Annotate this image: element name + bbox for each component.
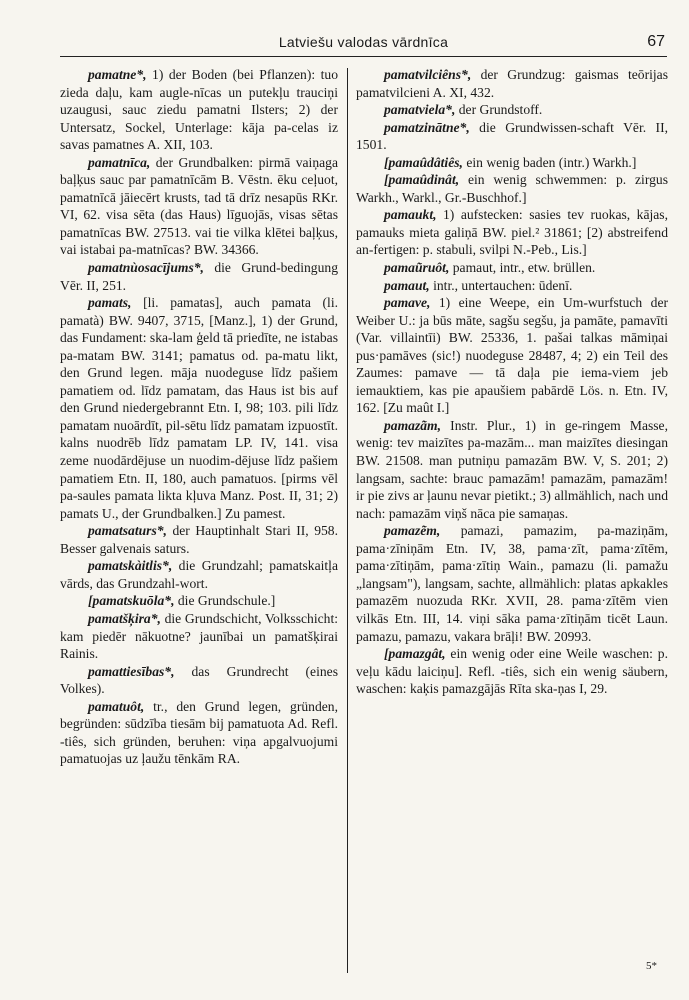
entry-definition: 1) eine Weepe, ein Um-wurfstuch der Weiber U.: ja būs māte, sagšu segšu, ja pamāte, pamavīti (Var. villaintīi) BW. 25336, 1. pašai talkas māmiņai pus·pamāves (sic!) nuodeguse 28487, 4; 2) ein Teil des Zaumes: pamave — tā daļa pie iema-viem jeb iemauktiem, kas pie apaušiem pabārdē Lös. n. Etn. IV, 162. [Zu maût I.]	[356, 295, 668, 416]
entry-definition: das Grundrecht (eines Volkes).	[60, 663, 338, 697]
entry-definition: die Grundzahl; pamatskaitļa vārds, das Grundzahl-wort.	[60, 558, 338, 591]
dictionary-entry	[356, 417, 668, 522]
entry-headword: [pamazgât,	[384, 646, 446, 662]
entry-definition: die Grund-bedingung Vēr. II, 251.	[60, 260, 338, 293]
entry-headword: pamatuôt,	[88, 698, 145, 714]
entry-definition: ein wenig oder eine Weile waschen: p. veļu kādu laiciņu]. Refl. -tiês, sich ein wenig säubern, waschen: kaķis pamazgājās Rīta ska-ņas I, 29.	[356, 646, 668, 697]
entry-headword: pamatšķira*,	[88, 610, 161, 626]
dictionary-entry	[60, 66, 338, 154]
left-column	[60, 66, 338, 976]
running-header	[60, 34, 667, 57]
dictionary-entry	[356, 66, 668, 101]
entry-headword: [pamaûdâtiês,	[384, 154, 463, 170]
entry-definition: pamaut, intr., etw. brüllen.	[449, 260, 596, 276]
column-divider	[347, 68, 348, 973]
entry-headword: pamats,	[88, 295, 132, 311]
entry-headword: [pamaûdinât,	[384, 172, 460, 188]
dictionary-entry	[60, 522, 338, 557]
dictionary-entry	[60, 294, 338, 522]
entry-definition: 1) aufstecken: sasies tev ruokas, kājas, pamauks mieta galiņā BW. piel.² 31861; [2) abstreifend an-fertigen: p. stabuli, svilpi N.-Peb., Lis.]	[356, 207, 668, 258]
entry-headword: [pamatskuōla*,	[88, 593, 175, 609]
dictionary-entry	[356, 259, 668, 277]
entry-headword: pamatzinātne*,	[384, 119, 470, 135]
right-column	[356, 66, 668, 976]
entry-definition: der Grundstoff.	[455, 102, 543, 118]
entry-definition: 1) der Boden (bei Pflanzen): tuo zieda daļu, kam augle-nīcas un putekļu trauciņi uzaugusi, sauc ziedu pamatni Ilsters; 2) der Untersatz, Sockel, Unterlage: kāja pa-celas iz savas pamatnes A. XII, 103.	[60, 67, 338, 153]
entry-definition: der Hauptinhalt Stari II, 958. Besser galvenais saturs.	[60, 523, 338, 556]
entry-definition: [li. pamatas], auch pamata (li. pamatà) BW. 9407, 3715, [Manz.], 1) der Grund, das Fundament: ska-lam ģeld tā priedīte, ne istabas pa-matam BW. 3141; pamatus od. pa-matu likt, den Grund legen. māja nuodeguse līdz pašiem pamatiem od. līdz pamatam, das Haus ist bis auf den Grund niedergebrannt Etn. I, 98; 103. pili līdz pamatam nuoārdīt, pil-sētu līdz pamatam izpuostīt. kalns nuodrēb līdz pamatam LP. IV, 141. visa zeme nuodārdējuse un nuodim-dējuse līdz pašiem pamatiem Etn. II, 180, auch pamatuos. [pirms vēl pa-saules pamata likta kļuva Manz. Post. II, 31; 2) pamats U., der Grundbalken.] Zu pamest.	[60, 295, 338, 521]
dictionary-entry	[60, 698, 338, 768]
entry-definition: die Grundwissen-schaft Vēr. II, 1501.	[356, 119, 668, 153]
entry-headword: pamatsaturs*,	[88, 523, 167, 539]
entry-headword: pamatvilciêns*,	[384, 67, 472, 82]
entry-headword: pamaukt,	[384, 207, 437, 223]
entry-definition: pamazi, pamazim, pa-maziņām, pama·zīniņām Etn. IV, 38, pama·zīt, pama·zītēm, pama·zītiņām, pama·zītiņ Wain., pamazu (li. pamažu „langsam"), langsam, sachte, allmählich: platas apkakles pamazēm nuozuda RKr. XVII, 28. pama·zītēm vien vilkās Etn. III, 14. viņi sāka pama·zītiņām ticēt Laun. pamazu, pamazu, vakara brāļi! BW. 20993.	[356, 523, 668, 644]
entry-definition: ein wenig baden (intr.) Warkh.]	[462, 154, 637, 170]
dictionary-entry	[60, 154, 338, 259]
entry-definition: intr., untertauchen: ūdenī.	[429, 277, 573, 293]
entry-definition: ein wenig schwemmen: p. zirgus Warkh., Warkl., Gr.-Buschhof.]	[356, 172, 668, 205]
dictionary-entry	[60, 259, 338, 294]
signature-mark: 5*	[646, 960, 657, 972]
dictionary-title: Latviešu valodas vārdnīca	[278, 34, 449, 50]
entry-headword: pamazãm,	[384, 417, 442, 433]
entry-headword: pamaut,	[384, 277, 430, 293]
entry-definition: der Grundzug: gaismas teōrijas pamatvilcieni A. XI, 432.	[356, 67, 668, 100]
entry-definition: die Grundschule.]	[174, 593, 276, 609]
entry-definition: Instr. Plur., 1) in ge-ringem Masse, wenig: tev maizītes pa-mazām... man maizītes diesingan BW. 21508. man putniņu pamazām BW. V, S. 201; 2) langsam, sachte: brauc pamazām! pamazām, pamazām! ir pie zivs ar ļaunu nevar pietikt.; 3) allmählich, nach und nach: pamazām viņš nāca pie samaņas.	[356, 417, 668, 521]
dictionary-entry	[356, 277, 668, 295]
entry-headword: pamazẽm,	[384, 523, 441, 539]
dictionary-entry	[60, 663, 338, 698]
entry-headword: pamatne*,	[88, 67, 147, 82]
dictionary-entry	[60, 557, 338, 592]
dictionary-entry	[356, 154, 668, 172]
entry-headword: pamatnùosacījums*,	[88, 260, 204, 276]
dictionary-entry	[356, 206, 668, 259]
entry-headword: pamattiesības*,	[88, 663, 175, 679]
entry-headword: pamatnīca,	[88, 154, 151, 170]
entry-definition: tr., den Grund legen, gründen, begründen: sūdzība tiesām bij pamatuota Ad. Refl. -tiês, sich gründen, beruhen: viņa apgalvuojumi pamatuojas uz ļaužu tēnkām RA.	[60, 698, 338, 767]
page-number: 67	[647, 33, 665, 50]
entry-headword: pamatskàitlis*,	[88, 558, 173, 574]
entry-headword: pamave,	[384, 295, 431, 311]
dictionary-entry	[356, 101, 668, 119]
dictionary-entry	[60, 592, 338, 610]
entry-definition: der Grundbalken: pirmā vaiņaga baļķus sauc par pamatnīcām B. Vēstn. ēku ceļuot, pamatnīcā jāiecērt krusts, tad tā drīz nesapūs RKr. VI, 62. visa sēta (das Haus) līguojās, visas sētas pamatnīcas BW. 27513. vai tie vilka klētei baļķus, vai istabai pa-matnīcas? BW. 34366.	[60, 154, 338, 258]
dictionary-entry	[356, 522, 668, 645]
dictionary-entry	[356, 645, 668, 698]
entry-headword: pamatviela*,	[384, 102, 456, 118]
dictionary-entry	[356, 171, 668, 206]
dictionary-entry	[356, 294, 668, 417]
entry-definition: die Grundschicht, Volksschicht: kam piedēr nākuotne? jaunībai un pamatšķirai Rainis.	[60, 610, 338, 662]
dictionary-entry	[60, 610, 338, 663]
dictionary-entry	[356, 119, 668, 154]
entry-headword: pamaũruôt,	[384, 260, 450, 276]
